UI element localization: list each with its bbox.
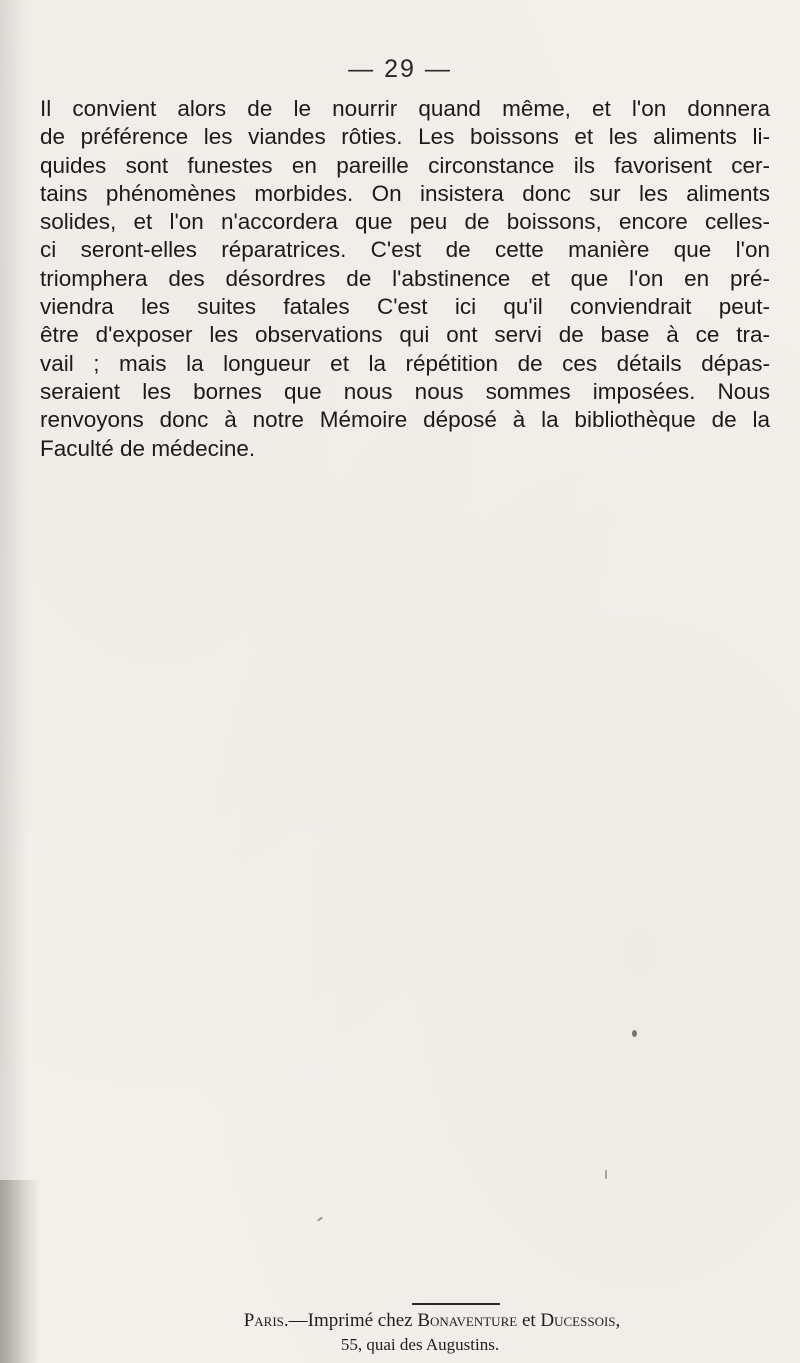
text-line: Faculté de médecine. <box>40 435 256 461</box>
imprint-rule <box>412 1303 500 1305</box>
page-edge-shadow <box>0 0 28 1363</box>
printer-name: Bonaventure <box>417 1310 518 1331</box>
imprint-dash: — <box>288 1310 308 1331</box>
ink-speck <box>317 1216 323 1221</box>
imprint-text: Imprimé chez <box>307 1310 418 1331</box>
text-line: viendra les suites fatales C'est ici qu'il conviendrait peut- <box>40 294 770 320</box>
imprint-city: Paris. <box>243 1310 289 1331</box>
ink-speck <box>605 1170 607 1179</box>
text-line: être d'exposer les observations qui ont servi de base à ce tra- <box>40 322 770 348</box>
text-line: quides sont funestes en pareille circonstance ils favorisent cer- <box>40 152 770 178</box>
imprint-line <box>0 1310 800 1332</box>
text-line: renvoyons donc à notre Mémoire déposé à la bibliothèque de la <box>40 407 770 433</box>
body-paragraph <box>40 95 770 463</box>
ink-speck <box>632 1030 637 1037</box>
printer-name: Ducessois, <box>540 1310 621 1331</box>
text-line: solides, et l'on n'accordera que peu de boissons, encore celles- <box>40 209 770 235</box>
text-line: de préférence les viandes rôties. Les boissons et les aliments li- <box>40 124 770 150</box>
text-line: triomphera des désordres de l'abstinence et que l'on en pré- <box>40 265 770 291</box>
imprint-conjunction: et <box>517 1310 541 1331</box>
page-number: — 29 — <box>348 55 452 83</box>
text-line: vail ; mais la longueur et la répétition de ces détails dépas- <box>40 350 770 376</box>
text-line: ci seront-elles réparatrices. C'est de cette manière que l'on <box>40 237 770 263</box>
text-line: Il convient alors de le nourrir quand même, et l'on donnera <box>40 96 770 121</box>
text-line: tains phénomènes morbides. On insistera donc sur les aliments <box>40 180 770 206</box>
text-line: seraient les bornes que nous nous sommes imposées. Nous <box>40 378 770 404</box>
imprint-address: 55, quai des Augustins. <box>340 1335 500 1354</box>
